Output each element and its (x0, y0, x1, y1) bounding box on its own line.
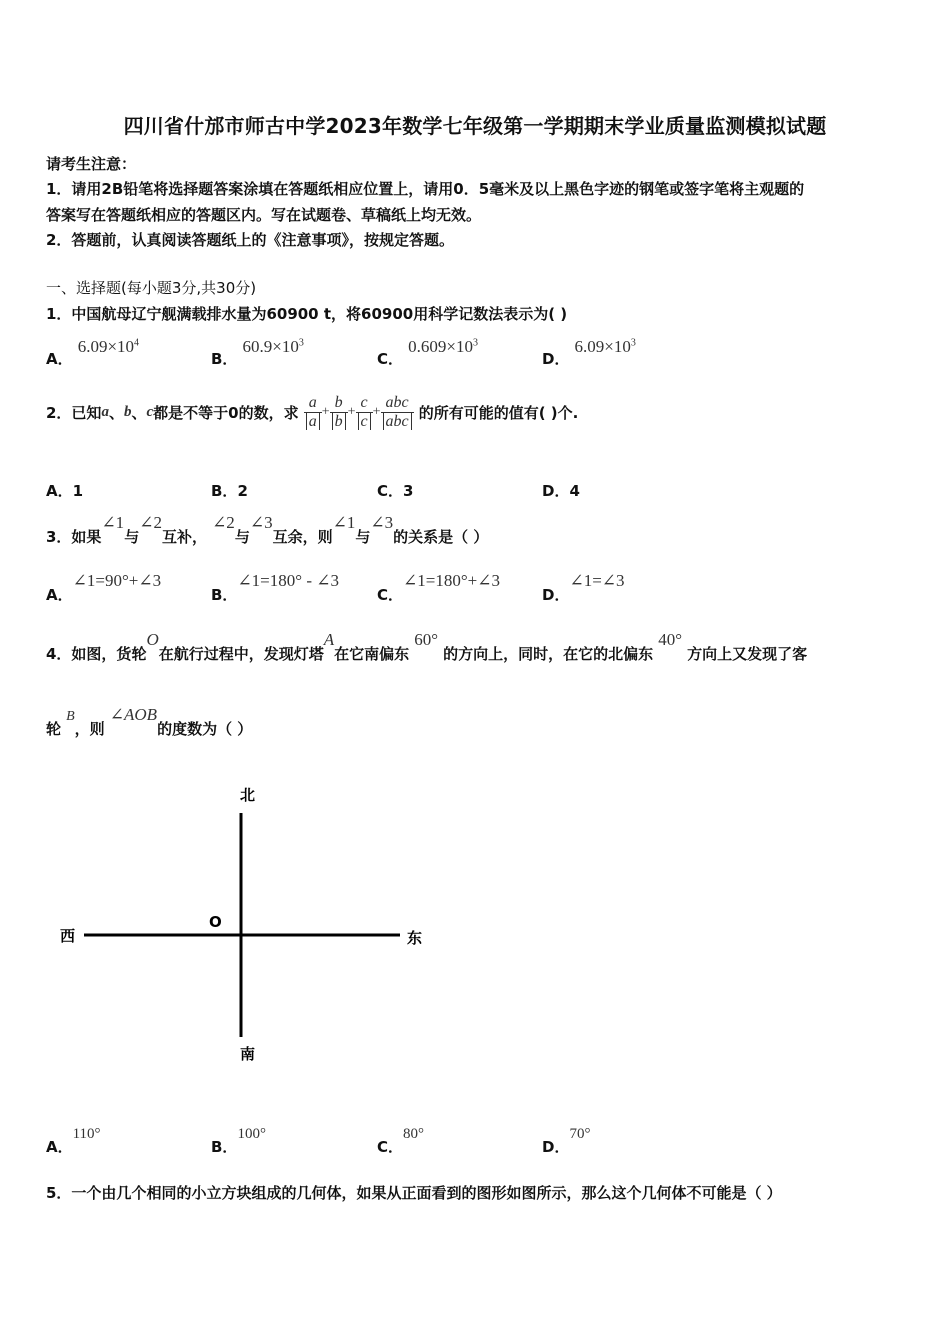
q4-stem-line-2 (46, 704, 253, 738)
q3-stem (46, 512, 489, 546)
q2-option-b-value: 2 (237, 482, 248, 500)
q4-option-d-label: D． (542, 1138, 570, 1156)
q1-option-a-base: 6.09×10 (77, 337, 135, 356)
q2-stem-pre: 2．已知 (46, 404, 102, 422)
q1-option-b (211, 336, 304, 368)
q2-fraction-c (356, 394, 373, 431)
q3-text-2: 与 (124, 528, 140, 546)
q4-option-b (211, 1122, 266, 1156)
q4-text-6: 轮 (46, 720, 62, 738)
q3-text-1: 3．如果 (46, 528, 102, 546)
q2-var-b: b (123, 404, 132, 420)
q4-text-4: 的方向上，同时，在它的北偏东 (443, 645, 654, 663)
q4-point-o: O (146, 630, 159, 649)
q1-option-d-label: D． (542, 350, 570, 368)
q3-angle-3: ∠2 (212, 513, 235, 532)
q3-option-c-text: ∠1=180°+∠3 (403, 571, 500, 590)
q3-angle-4: ∠3 (249, 513, 273, 532)
q2-option-b-label: B． (211, 482, 238, 500)
q2-fraction-c-den: c (358, 413, 371, 430)
q3-option-a-label: A． (46, 586, 73, 604)
q4-option-a (46, 1122, 101, 1156)
q4-text-7: ，则 (74, 720, 105, 738)
q4-option-c (377, 1122, 425, 1156)
notice-line-1a: 1．请用2B铅笔将选择题答案涂填在答题纸相应位置上，请用0．5毫米及以上黑色字迹的钢笔或签字笔将主观题的 (46, 180, 805, 198)
q3-text-6: 与 (355, 528, 371, 546)
q4-text-3: 在它南偏东 (334, 645, 410, 663)
q1-option-d (542, 336, 636, 368)
q2-option-a (46, 480, 83, 501)
q4-option-c-label: C． (377, 1138, 404, 1156)
q1-option-d-exp: 3 (630, 337, 636, 349)
q4-stem-line-1 (46, 629, 808, 663)
q3-option-c (377, 570, 500, 604)
q1-option-c-base: 0.609×10 (408, 337, 473, 356)
q4-option-d-text: 70° (569, 1126, 591, 1142)
q1-option-c-label: C． (377, 350, 404, 368)
q1-option-b-base: 60.9×10 (242, 337, 299, 356)
q3-angle-2: ∠2 (139, 513, 162, 532)
q1-option-c-exp: 3 (472, 337, 478, 349)
q4-text-8: 的度数为（ ） (157, 720, 253, 738)
q3-option-b (211, 570, 339, 604)
q3-option-d-label: D． (542, 586, 570, 604)
label-origin: O (209, 913, 222, 931)
q3-text-4: 与 (234, 528, 250, 546)
q2-option-c (377, 480, 413, 501)
q1-option-a-label: A． (46, 350, 73, 368)
q2-option-a-value: 1 (72, 482, 84, 500)
q2-plus-1: + (321, 404, 330, 420)
q3-angle-1: ∠1 (101, 513, 125, 532)
q2-var-c: c (146, 404, 154, 420)
q2-fraction-abc (381, 394, 414, 431)
q2-option-a-label: A． (46, 482, 73, 500)
q1-option-d-base: 6.09×10 (574, 337, 631, 356)
q3-option-a (46, 570, 162, 604)
q1-stem: 1．中国航母辽宁舰满载排水量为60900 t，将60900用科学记数法表示为( ) (46, 305, 568, 323)
q2-fraction-a-den: a (306, 413, 320, 430)
q1-option-b-label: B． (211, 350, 238, 368)
q2-stem-post: 的所有可能的值有( )个. (418, 404, 579, 422)
q3-option-c-label: C． (377, 586, 404, 604)
q4-option-b-label: B． (211, 1138, 238, 1156)
q3-text-5: 互余，则 (272, 528, 333, 546)
q4-text-1: 4．如图，货轮 (46, 645, 147, 663)
q4-option-d (542, 1122, 591, 1156)
q2-option-c-label: C． (377, 482, 404, 500)
compass-diagram (0, 760, 460, 1080)
q4-option-a-text: 110° (72, 1126, 101, 1142)
q2-fraction-a-num: a (304, 394, 322, 413)
q2-stem (46, 394, 578, 431)
q4-text-2: 在航行过程中，发现灯塔 (158, 645, 324, 663)
q3-option-d (542, 570, 625, 604)
section-heading: 一、选择题(每小题3分,共30分) (46, 279, 257, 297)
q2-var-a: a (101, 404, 109, 420)
notice-heading: 请考生注意： (46, 155, 137, 173)
q3-text-3: 互补， (161, 528, 207, 546)
label-north: 北 (240, 786, 256, 804)
q2-option-d-label: D． (542, 482, 570, 500)
q2-fraction-b (330, 394, 348, 431)
q2-sep-2: 、 (131, 404, 147, 422)
q3-option-a-text: ∠1=90°+∠3 (72, 571, 162, 590)
q2-fraction-c-num: c (356, 394, 373, 413)
q4-deg-60: 60° (414, 630, 439, 649)
q1-option-c (377, 336, 478, 368)
q3-option-b-label: B． (211, 586, 238, 604)
q2-fraction-b-num: b (330, 394, 348, 413)
q4-point-a: A (323, 630, 335, 649)
q2-plus-3: + (372, 404, 381, 420)
label-east: 东 (407, 929, 423, 947)
q3-angle-5: ∠1 (332, 513, 356, 532)
q4-option-a-label: A． (46, 1138, 73, 1156)
label-south: 南 (240, 1045, 256, 1063)
q5-stem: 5．一个由几个相同的小立方块组成的几何体，如果从正面看到的图形如图所示，那么这个几何体不可能是（ ） (46, 1184, 782, 1202)
q4-option-b-text: 100° (237, 1126, 266, 1142)
notice-line-1b: 答案写在答题纸相应的答题区内。写在试题卷、草稿纸上均无效。 (46, 206, 482, 224)
label-west: 西 (60, 927, 76, 945)
q4-option-c-text: 80° (403, 1126, 425, 1142)
q2-option-d (542, 480, 580, 501)
q2-fraction-abc-num: abc (381, 394, 414, 413)
page-title: 四川省什邡市师古中学2023年数学七年级第一学期期末学业质量监测模拟试题 (123, 114, 827, 138)
q2-option-b (211, 480, 248, 501)
q4-angle-aob: ∠AOB (109, 705, 158, 724)
q3-option-d-text: ∠1=∠3 (569, 571, 625, 590)
q4-deg-40: 40° (658, 630, 683, 649)
q2-sep-1: 、 (108, 404, 124, 422)
q2-option-d-value: 4 (569, 482, 580, 500)
q2-plus-2: + (347, 404, 356, 420)
q4-point-b: B (66, 709, 75, 724)
q3-option-b-text: ∠1=180° - ∠3 (237, 571, 339, 590)
q2-fraction-abc-den: abc (383, 413, 412, 430)
q2-stem-mid: 都是不等于0的数，求 (153, 404, 299, 422)
q2-fraction-b-den: b (332, 413, 346, 430)
q1-option-b-exp: 3 (298, 337, 304, 349)
q4-text-5: 方向上又发现了客 (687, 645, 808, 663)
q3-text-7: 的关系是（ ） (393, 528, 489, 546)
notice-line-2: 2．答题前，认真阅读答题纸上的《注意事项》，按规定答题。 (46, 231, 454, 249)
q2-option-c-value: 3 (403, 482, 414, 500)
q2-fraction-a (304, 394, 322, 431)
q1-option-a (46, 336, 140, 368)
q3-angle-6: ∠3 (370, 513, 394, 532)
q1-option-a-exp: 4 (134, 337, 140, 349)
